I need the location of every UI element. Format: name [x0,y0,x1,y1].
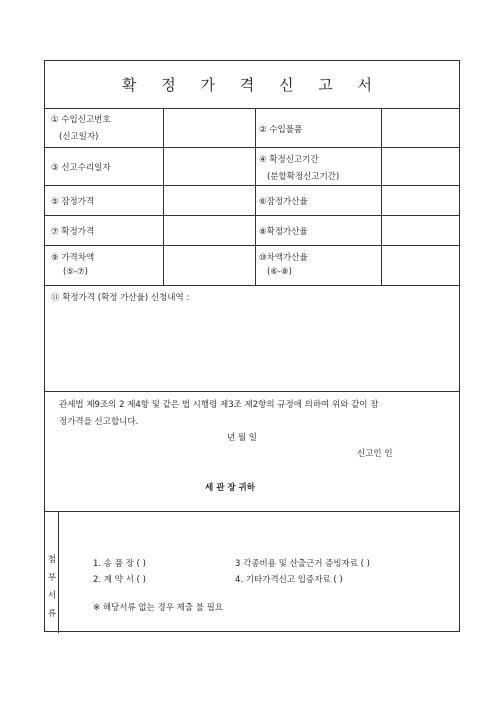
row-divider [45,511,459,512]
row-divider [45,215,459,216]
attachment-note: ※ 해당서류 없는 경우 제출 불 필요 [93,603,224,613]
difference-addition-rate-formula: (⑥-⑧) [267,267,292,277]
side-char: 류 [47,609,57,619]
declarant-line: 신고인 인 [357,449,393,459]
side-char: 첨 [47,555,57,565]
side-char: 서 [47,591,57,601]
declaration-text [59,397,451,431]
declaration-form [44,60,460,632]
confirmed-price-label: ⑦ 확정가격 [51,227,95,237]
column-divider [163,109,164,285]
column-divider [381,109,382,285]
application-details-label: ⑪ 확정가격 (확정 가산율) 신청내역 : [51,293,190,303]
confirmed-addition-rate-label: ⑧확정가산율 [259,227,308,237]
attachment-invoice: 1. 송 품 장 ( ) [93,559,146,569]
row-divider [45,185,459,186]
price-difference-label: ⑨ 가격차액 [51,253,95,263]
declaration-line-1: 관세법 제9조의 2 제4항 및 같은 법 시행령 제3조 제2항의 규정에 의하여 위와 같이 잠 [59,400,379,410]
attachment-cost-evidence: 3 각종비용 및 산출근거 증빙자료 ( ) [235,559,370,569]
attachments-side-column [45,511,59,633]
split-confirmation-period-label: (분할확정신고기간) [267,172,340,182]
row-divider [45,245,459,246]
declaration-line-2: 정가격을 신고합니다. [59,417,139,427]
side-char: 부 [47,573,57,583]
column-divider [255,109,256,285]
declaration-date-label: (신고일자) [59,132,99,142]
price-difference-formula: (⑤-⑦) [63,267,88,277]
provisional-price-label: ⑤ 잠정가격 [51,197,95,207]
import-declaration-number-label: ① 수입신고번호 [51,115,111,125]
date-line: 년 월 일 [226,433,258,443]
attachment-contract: 2. 계 약 서 ( ) [93,575,146,585]
row-divider [45,147,459,148]
recipient-line: 세 관 장 귀하 [205,483,255,493]
attachment-other-evidence: 4. 기타가격신고 입증자료 ( ) [235,575,343,585]
imported-goods-label: ② 수입물품 [259,125,303,135]
form-title: 확 정 가 격 신 고 서 [45,61,459,109]
provisional-addition-rate-label: ⑥잠정가산율 [259,197,308,207]
row-divider [45,391,459,392]
confirmation-period-label: ④ 확정신고기간 [259,155,319,165]
acceptance-date-label: ③ 신고수리일자 [51,163,111,173]
row-divider [45,285,459,286]
difference-addition-rate-label: ⑩차액가산율 [259,253,308,263]
